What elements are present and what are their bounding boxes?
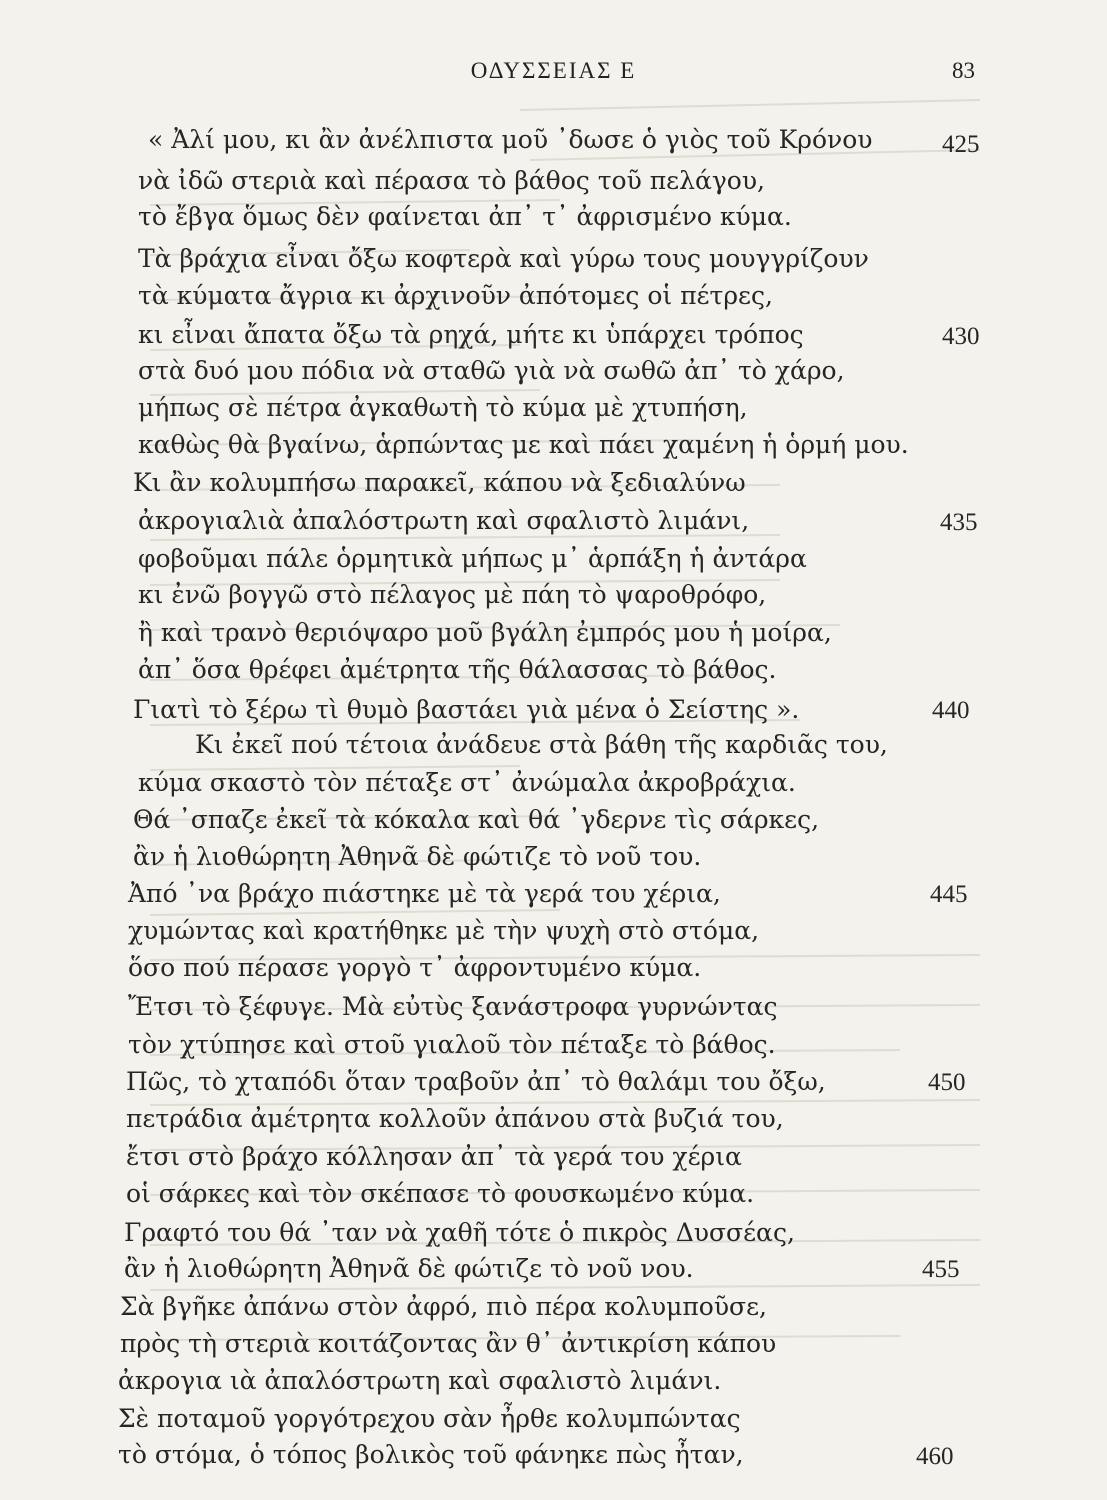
verse-line: ἂν ἡ λιοθώρητη Ἀθηνᾶ δὲ φώτιζε τὸ νοῦ νου. bbox=[124, 1254, 694, 1283]
verse-line: στὰ δυό μου πόδια νὰ σταθῶ γιὰ νὰ σωθῶ ἀπ᾽ τὸ χάρο, bbox=[138, 356, 845, 385]
verse-line: Σὲ ποταμοῦ γοργότρεχου σὰν ἦρθε κολυμπώντας bbox=[118, 1404, 741, 1433]
verse-line: τὰ κύματα ἄγρια κι ἀρχινοῦν ἀπότομες οἱ πέτρες, bbox=[138, 281, 773, 310]
verse-line: Πῶς, τὸ χταπόδι ὅταν τραβοῦν ἀπ᾽ τὸ θαλάμι του ὄξω, bbox=[126, 1067, 826, 1096]
verse-line: Γιατὶ τὸ ξέρω τὶ θυμὸ βαστάει γιὰ μένα ὁ Σείστης ». bbox=[133, 695, 800, 724]
line-number: 430 bbox=[942, 323, 980, 350]
verse-line: κι εἶναι ἄπατα ὄξω τὰ ρηχά, μήτε κι ὑπάρχει τρόπος bbox=[138, 320, 804, 349]
chapter-heading: ΟΔΥΣΣΕΙΑΣ Ε bbox=[470, 58, 637, 83]
verse-line: Κι ἂν κολυμπήσω παρακεῖ, κάπου νὰ ξεδιαλύνω bbox=[133, 468, 746, 497]
line-number: 460 bbox=[916, 1443, 954, 1470]
verse-line: νὰ ἰδῶ στεριὰ καὶ πέρασα τὸ βάθος τοῦ πελάγου, bbox=[138, 166, 765, 195]
line-number: 450 bbox=[928, 1069, 966, 1096]
line-number: 435 bbox=[940, 509, 978, 536]
verse-line: ἔτσι στὸ βράχο κόλλησαν ἀπ᾽ τὰ γερά του χέρια bbox=[126, 1142, 742, 1171]
line-number: 425 bbox=[942, 131, 980, 158]
verse-line: Ἀπό ᾽να βράχο πιάστηκε μὲ τὰ γερά του χέρια, bbox=[128, 879, 721, 908]
verse-line: τὸν χτύπησε καὶ στοῦ γιαλοῦ τὸν πέταξε τὸ βάθος. bbox=[128, 1030, 776, 1059]
verse-line: ὅσο πού πέρασε γοργὸ τ᾽ ἀφροντυμένο κύμα. bbox=[128, 953, 702, 982]
verse-line: πρὸς τὴ στεριὰ κοιτάζοντας ἂν θ᾽ ἀντικρίση κάπου bbox=[120, 1329, 777, 1358]
verse-line: κύμα σκαστὸ τὸν πέταξε στ᾽ ἀνώμαλα ἀκροβράχια. bbox=[138, 768, 796, 797]
verse-line: οἱ σάρκες καὶ τὸν σκέπασε τὸ φουσκωμένο κύμα. bbox=[126, 1179, 755, 1208]
verse-line: « Ἀλί μου, κι ἂν ἀνέλπιστα μοῦ ᾽δωσε ὁ γιὸς τοῦ Κρόνου bbox=[148, 125, 873, 154]
verse-line: ἢ καὶ τρανὸ θεριόψαρο μοῦ βγάλη ἐμπρός μου ἡ μοίρα, bbox=[138, 618, 832, 647]
page-number: 83 bbox=[952, 58, 975, 83]
verse-line: καθὼς θὰ βγαίνω, ἁρπώντας με καὶ πάει χαμένη ἡ ὁρμή μου. bbox=[138, 430, 909, 459]
line-number: 455 bbox=[922, 1256, 960, 1283]
verse-line: Γραφτό του θά ᾽ταν νὰ χαθῆ τότε ὁ πικρὸς Δυσσέας, bbox=[124, 1218, 795, 1247]
verse-line: χυμώντας καὶ κρατήθηκε μὲ τὴν ψυχὴ στὸ στόμα, bbox=[128, 916, 760, 945]
verse-line: ἀκρογιαλιὰ ἀπαλόστρωτη καὶ σφαλιστὸ λιμάνι, bbox=[138, 506, 750, 535]
verse-line: τὸ στόμα, ὁ τόπος βολικὸς τοῦ φάνηκε πὼς ἦταν, bbox=[118, 1440, 744, 1469]
verse-line: ἀπ᾽ ὅσα θρέφει ἀμέτρητα τῆς θάλασσας τὸ βάθος. bbox=[138, 655, 777, 684]
verse-line: τὸ ἔβγα ὅμως δὲν φαίνεται ἀπ᾽ τ᾽ ἀφρισμένο κύμα. bbox=[138, 202, 792, 231]
verse-line: Θά ᾽σπαζε ἐκεῖ τὰ κόκαλα καὶ θά ᾽γδερνε τὶς σάρκες, bbox=[133, 805, 820, 834]
verse-line: μήπως σὲ πέτρα ἀγκαθωτὴ τὸ κύμα μὲ χτυπήση, bbox=[138, 393, 748, 422]
verse-line: Ἔτσι τὸ ξέφυγε. Μὰ εὐτὺς ξανάστροφα γυρνώντας bbox=[128, 992, 778, 1021]
verse-line: Κι ἐκεῖ πού τέτοια ἀνάδευε στὰ βάθη τῆς καρδιᾶς του, bbox=[195, 730, 888, 759]
verse-line: πετράδια ἀμέτρητα κολλοῦν ἀπάνου στὰ βυζιά του, bbox=[126, 1104, 784, 1133]
verse-line: ἀκρογια ιὰ ἀπαλόστρωτη καὶ σφαλιστὸ λιμάνι. bbox=[118, 1366, 722, 1395]
line-number: 440 bbox=[932, 697, 970, 724]
verse-line: φοβοῦμαι πάλε ὁρμητικὰ μήπως μ᾽ ἁρπάξη ἡ ἀντάρα bbox=[138, 544, 807, 573]
verse-line: ἂν ἡ λιοθώρητη Ἀθηνᾶ δὲ φώτιζε τὸ νοῦ του. bbox=[133, 842, 702, 871]
verse-line: Τὰ βράχια εἶναι ὄξω κοφτερὰ καὶ γύρω τους μουγγρίζουν bbox=[138, 244, 869, 273]
verse-line: Σὰ βγῆκε ἀπάνω στὸν ἀφρό, πιὸ πέρα κολυμποῦσε, bbox=[120, 1292, 767, 1321]
line-number: 445 bbox=[930, 881, 968, 908]
verse-line: κι ἐνῶ βογγῶ στὸ πέλαγος μὲ πάη τὸ ψαροθρόφο, bbox=[138, 580, 767, 609]
